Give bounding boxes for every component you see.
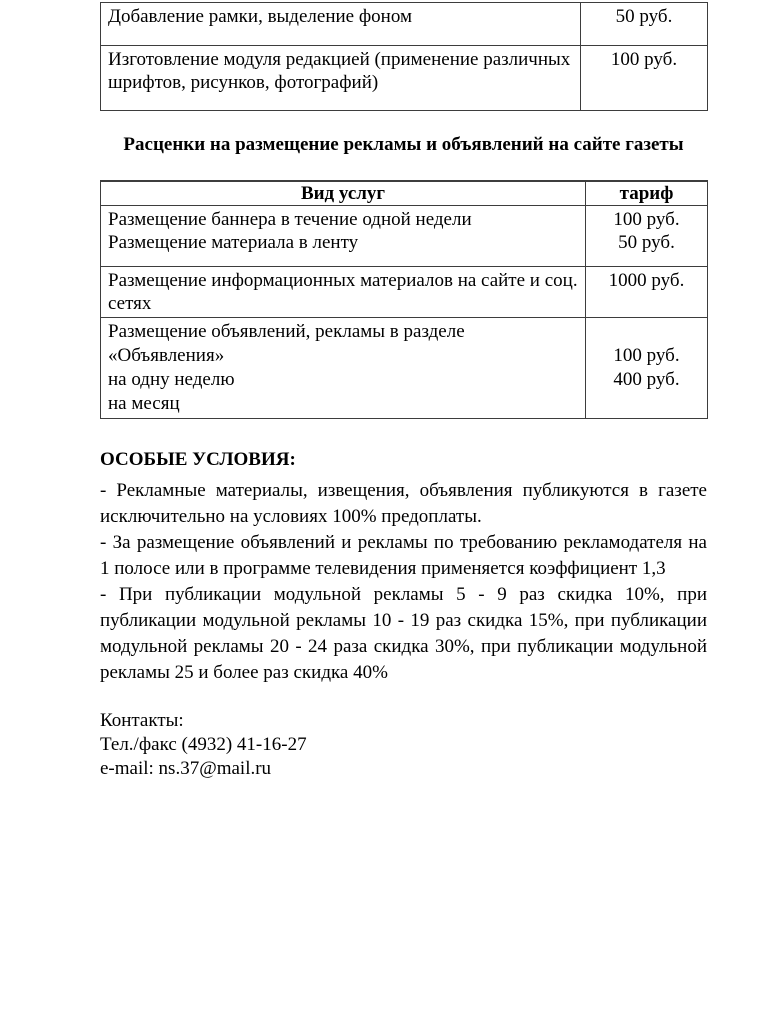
- price-line: [588, 320, 705, 344]
- service-cell: Добавление рамки, выделение фоном: [101, 3, 581, 46]
- price-line: 100 руб.: [613, 345, 680, 366]
- service-cell: [101, 318, 586, 419]
- price-cell: 50 руб.: [581, 3, 708, 46]
- price-cell: [586, 206, 708, 267]
- service-column-header: Вид услуг: [101, 181, 586, 206]
- service-line: Размещение объявлений, рекламы в разделе «Объявления»: [108, 321, 465, 366]
- price-column-header: тариф: [586, 181, 708, 206]
- table-row: [101, 267, 708, 318]
- special-conditions-section: [100, 448, 707, 686]
- service-line: на месяц: [108, 393, 180, 414]
- document-page: [100, 2, 707, 781]
- service-cell: Изготовление модуля редакцией (применение различных шрифтов, рисунков, фотографий): [101, 46, 581, 111]
- price-line: 100 руб.: [613, 209, 680, 230]
- contact-phone: Тел./факс (4932) 41-16-27: [100, 734, 307, 755]
- condition-paragraph: - Рекламные материалы, извещения, объявления публикуются в газете исключительно на условиях 100% предоплаты.: [100, 480, 707, 527]
- table-row: [101, 3, 708, 46]
- site-services-pricing-table: [100, 180, 708, 419]
- condition-paragraph: - При публикации модульной рекламы 5 - 9 раз скидка 10%, при публикации модульной рекламы 10 - 19 раз скидка 15%, при публикации модульной рекламы 20 - 24 раза скидка 30%, при публикации модульной рекламы 25 и более раз скидка 40%: [100, 584, 707, 683]
- print-services-pricing-table: [100, 2, 708, 111]
- contacts-title: Контакты:: [100, 710, 184, 731]
- service-cell: Размещение информационных материалов на сайте и соц. сетях: [101, 267, 586, 318]
- condition-paragraph: - За размещение объявлений и рекламы по требованию рекламодателя на 1 полосе или в программе телевидения применяется коэффициент 1,3: [100, 532, 707, 579]
- table-row: [101, 318, 708, 419]
- price-cell: 1000 руб.: [586, 267, 708, 318]
- contacts-section: [100, 709, 707, 781]
- service-line: на одну неделю: [108, 369, 235, 390]
- service-cell: [101, 206, 586, 267]
- table-header-row: [101, 181, 708, 206]
- price-cell: [586, 318, 708, 419]
- special-conditions-title: ОСОБЫЕ УСЛОВИЯ:: [100, 449, 296, 470]
- service-line: Размещение материала в ленту: [108, 232, 359, 253]
- section-title: Расценки на размещение рекламы и объявлений на сайте газеты: [123, 134, 684, 155]
- table-row: [101, 46, 708, 111]
- price-line: 50 руб.: [618, 232, 675, 253]
- price-cell: 100 руб.: [581, 46, 708, 111]
- contact-email: e-mail: ns.37@mail.ru: [100, 758, 272, 779]
- table-row: [101, 206, 708, 267]
- price-line: 400 руб.: [613, 369, 680, 390]
- service-line: Размещение баннера в течение одной недели: [108, 209, 472, 230]
